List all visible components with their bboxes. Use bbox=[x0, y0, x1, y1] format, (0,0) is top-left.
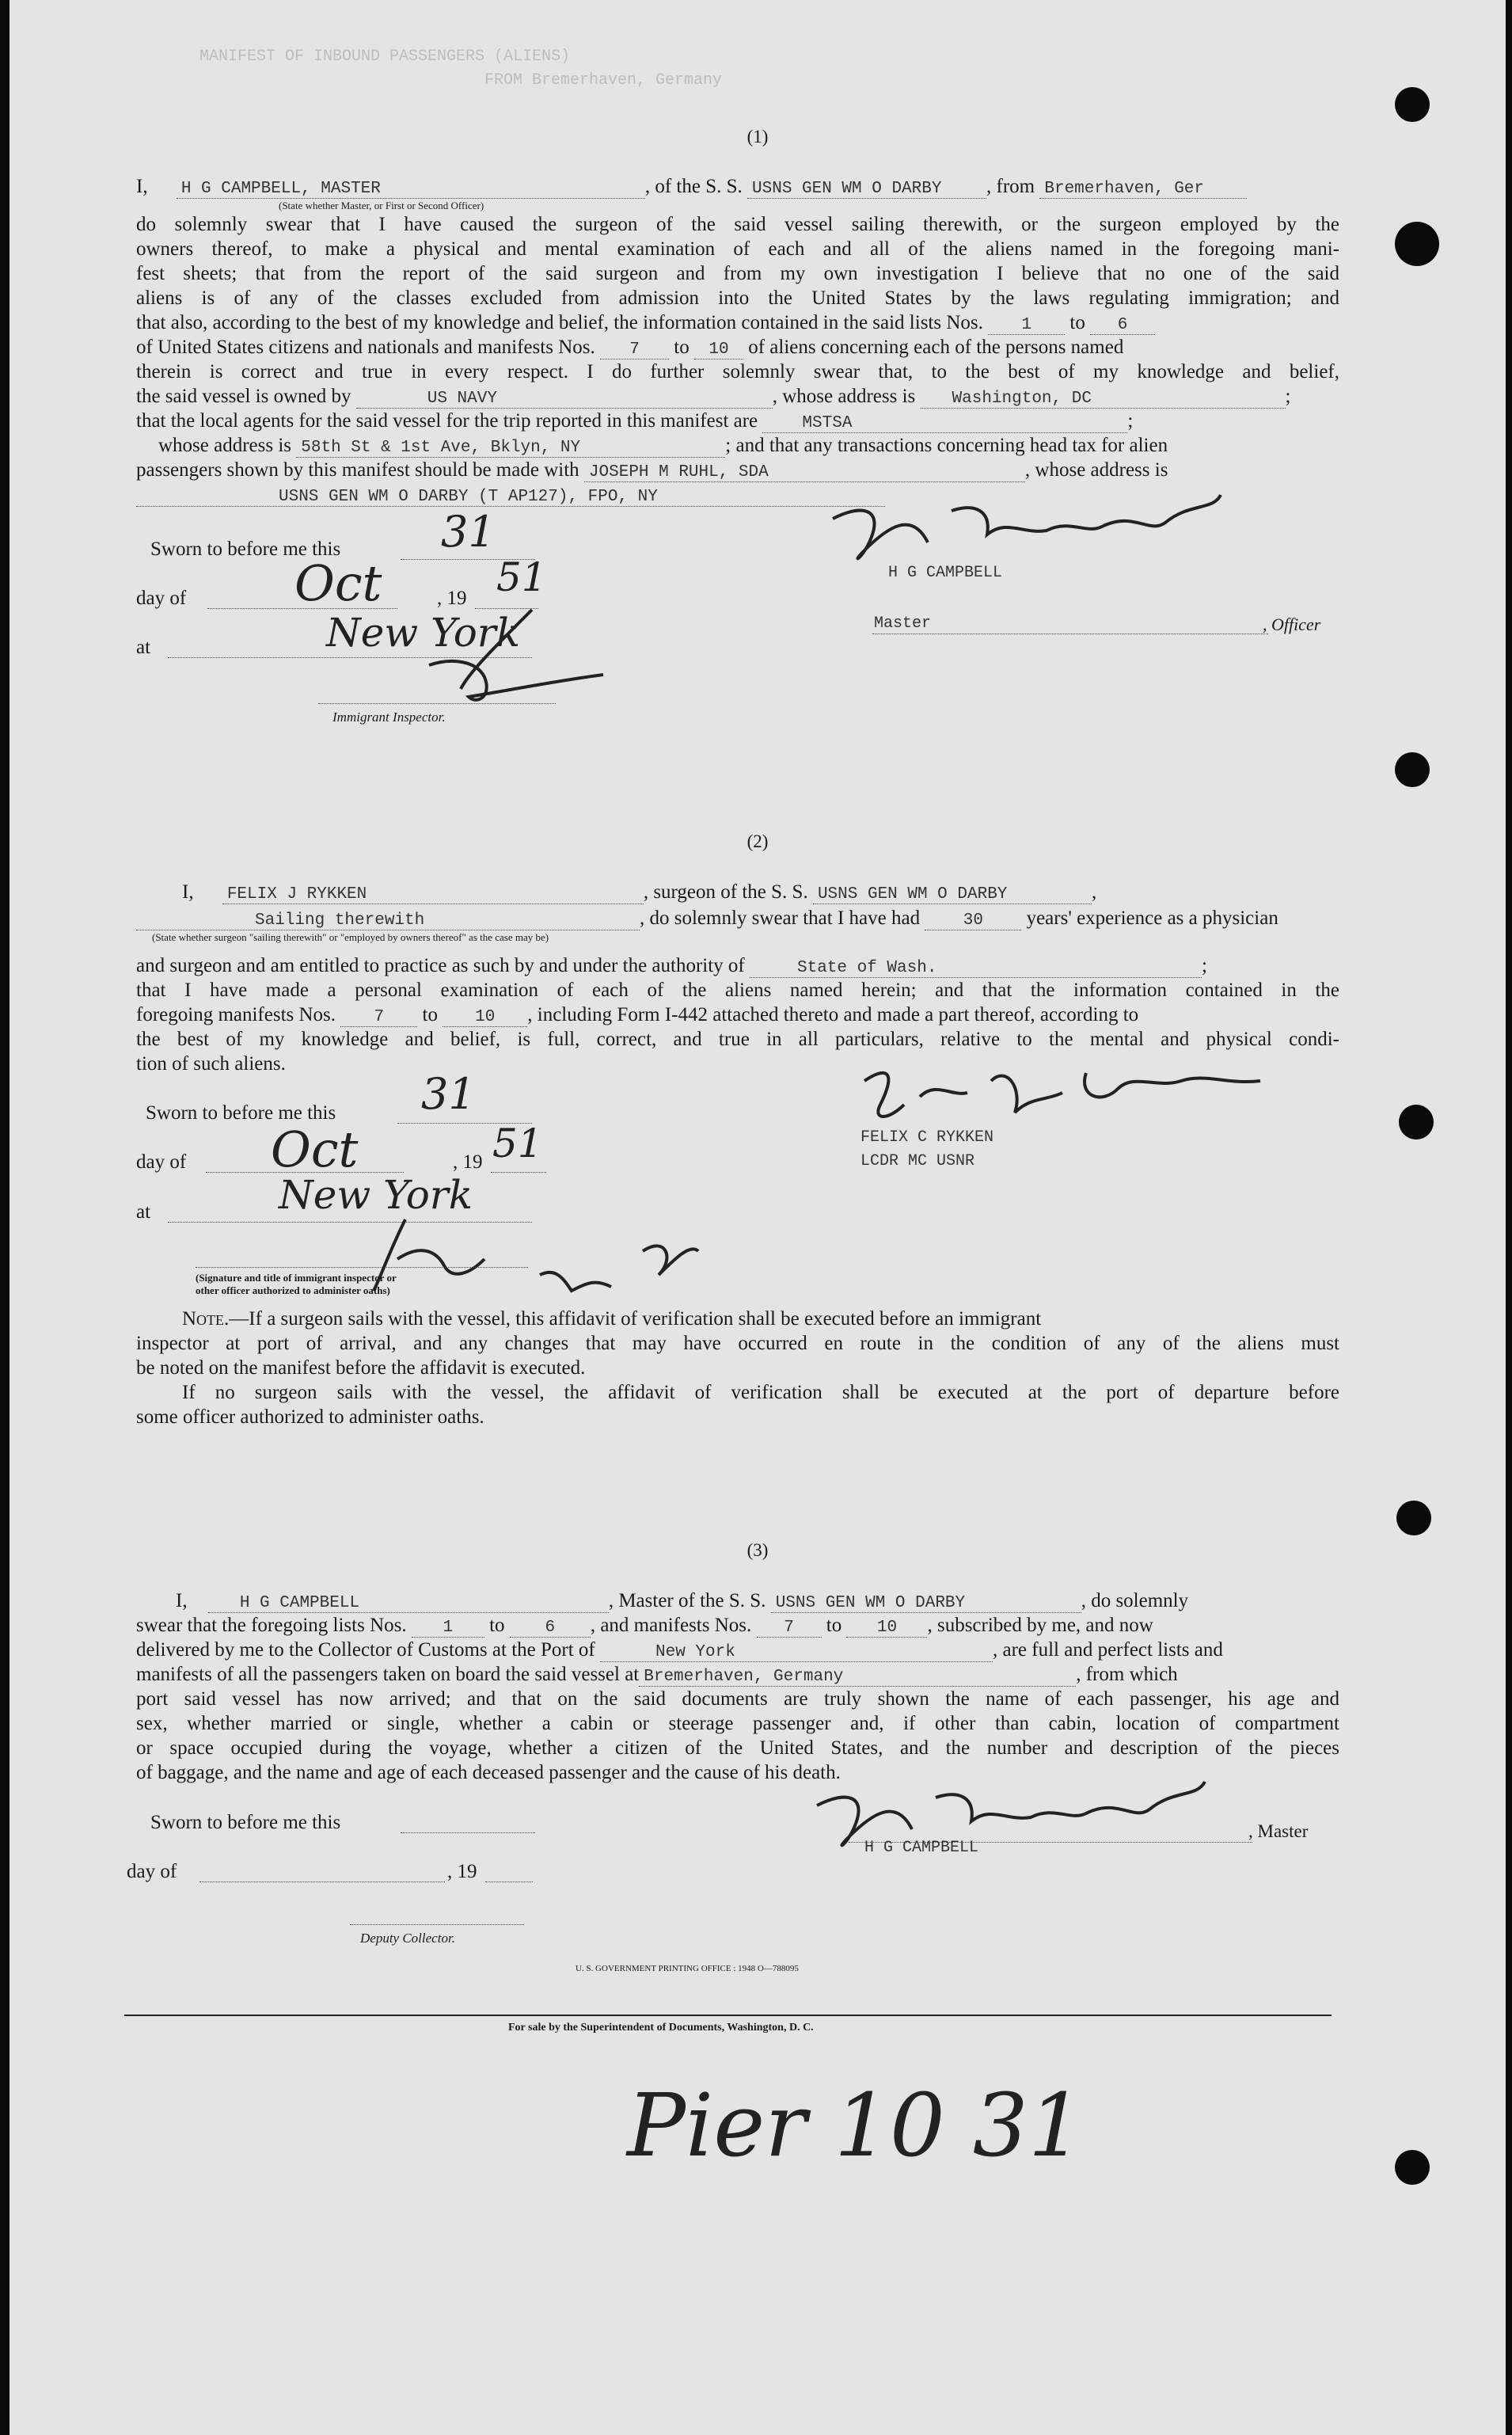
s3-paragraph-line: sex, whether married or single, whether a cabin or steerage passenger and, if other than cabin, location of compartment bbox=[136, 1713, 1339, 1734]
s1-place: New York bbox=[326, 610, 520, 656]
s1-paragraph-line: owners thereof, to make a physical and mental examination of each and all of the aliens named in the foregoing mani- bbox=[136, 238, 1339, 260]
s2-at-line: at bbox=[136, 1201, 611, 1223]
s1-lists-line: that also, according to the best of my knowledge and belief, the information contained in the said lists Nos. 1 to 6 bbox=[136, 312, 1339, 335]
section-2-number: (2) bbox=[747, 831, 769, 851]
s3-master-label: , Master bbox=[1248, 1821, 1309, 1841]
s1-year-suffix: 51 bbox=[496, 554, 547, 600]
s1-officer-name: H G CAMPBELL, MASTER bbox=[177, 180, 645, 199]
punch-hole bbox=[1399, 1105, 1434, 1140]
inspector-signature-2 bbox=[358, 1204, 738, 1307]
s1-paragraph-line: fest sheets; that from the report of the said surgeon and from my own investigation I believe that no one of the said bbox=[136, 263, 1339, 284]
s2-sig-caption-1: (Signature and title of immigrant inspector or bbox=[196, 1272, 397, 1284]
s1-headtax-contact: JOSEPH M RUHL, SDA bbox=[584, 463, 1025, 482]
punch-hole bbox=[1395, 87, 1430, 122]
s2-sworn-day: 31 bbox=[421, 1069, 476, 1119]
s1-month: Oct bbox=[294, 554, 382, 612]
note-line: be noted on the manifest before the affidavit is executed. bbox=[136, 1357, 586, 1379]
s3-embark-line: manifests of all the passengers taken on board the said vessel at Bremerhaven, Germany , from which bbox=[136, 1664, 1178, 1686]
s2-line-2: Sailing therewith , do solemnly swear that I have had 30 years' experience as a physician bbox=[136, 907, 1339, 930]
note-line: some officer authorized to administer oaths. bbox=[136, 1406, 484, 1428]
s1-officer-note: (State whether Master, or First or Second Officer) bbox=[279, 200, 484, 211]
ghost-header-line1: MANIFEST OF INBOUND PASSENGERS (ALIENS) bbox=[199, 48, 571, 66]
for-sale-line: For sale by the Superintendent of Documents, Washington, D. C. bbox=[508, 2022, 814, 2034]
s1-lists-to: 6 bbox=[1090, 316, 1155, 335]
s3-port: New York bbox=[600, 1643, 993, 1662]
s1-agents: MSTSA bbox=[762, 414, 1127, 433]
s2-signer-typed-1: FELIX C RYKKEN bbox=[860, 1128, 994, 1147]
s2-paragraph-line: the best of my knowledge and belief, is full, correct, and true in all particulars, relative to the mental and physical condi- bbox=[136, 1029, 1339, 1050]
s1-agents-address: 58th St & 1st Ave, Bklyn, NY bbox=[296, 439, 725, 458]
s3-dayof-line: day of , 19 bbox=[127, 1861, 602, 1883]
s3-paragraph-line: or space occupied during the voyage, whether a citizen of the United States, and the number and description of the pieces bbox=[136, 1737, 1339, 1759]
s1-paragraph-line: aliens is of any of the classes excluded from admission into the United States by the laws regulating immigration; and bbox=[136, 287, 1339, 309]
s3-collector-caption: Deputy Collector. bbox=[360, 1931, 455, 1946]
s2-month: Oct bbox=[271, 1120, 359, 1178]
s1-headtax-line: passengers shown by this manifest should be made with JOSEPH M RUHL, SDA , whose address is bbox=[136, 459, 1168, 481]
s3-signer-typed: H G CAMPBELL bbox=[864, 1839, 979, 1857]
s3-manifest-from: 7 bbox=[757, 1619, 822, 1638]
s2-years: 30 bbox=[925, 911, 1021, 930]
note-line: If no surgeon sails with the vessel, the affidavit of verification shall be executed at the port of departure before bbox=[182, 1382, 1339, 1403]
s1-dayof-line: day of , 19 bbox=[136, 588, 611, 610]
s2-sworn-line: Sworn to before me this bbox=[146, 1102, 621, 1124]
s1-paragraph-line: do solemnly swear that I have caused the surgeon of the said vessel sailing therewith, or the surgeon employed by the bbox=[136, 214, 1339, 235]
s2-manifests-line: foregoing manifests Nos. 7 to 10 , including Form I-442 attached thereto and made a part thereof, according to bbox=[136, 1004, 1139, 1026]
footer-rule bbox=[124, 2015, 1332, 2016]
s1-departure-port: Bremerhaven, Ger bbox=[1039, 180, 1247, 199]
s3-paragraph-line: port said vessel has now arrived; and that on the said documents are truly shown the name of each passenger, his age and bbox=[136, 1688, 1339, 1710]
s3-embark-port: Bremerhaven, Germany bbox=[639, 1668, 1076, 1687]
s2-authority: State of Wash. bbox=[750, 959, 1202, 978]
section-3-number: (3) bbox=[747, 1540, 769, 1560]
s2-year-suffix: 51 bbox=[492, 1120, 543, 1166]
s1-owner: US NAVY bbox=[356, 390, 773, 409]
s2-sailing-note: (State whether surgeon "sailing therewith" or "employed by owners thereof" as the case may be) bbox=[152, 931, 549, 943]
punch-hole bbox=[1395, 752, 1430, 787]
s1-contact-address: USNS GEN WM O DARBY (T AP127), FPO, NY bbox=[136, 488, 885, 507]
s3-manifest-to: 10 bbox=[846, 1619, 927, 1638]
s1-manifest-to: 10 bbox=[694, 341, 743, 360]
ghost-header-line2: FROM Bremerhaven, Germany bbox=[484, 71, 723, 89]
s1-owner-address: Washington, DC bbox=[921, 390, 1286, 409]
s2-sailing: Sailing therewith bbox=[136, 911, 640, 930]
s2-paragraph-line: tion of such aliens. bbox=[136, 1053, 286, 1075]
s1-sworn-day: 31 bbox=[441, 507, 496, 557]
s3-paragraph-line: of baggage, and the name and age of each deceased passenger and the cause of his death. bbox=[136, 1762, 841, 1783]
s3-sworn-line: Sworn to before me this bbox=[150, 1812, 625, 1834]
s1-vessel-name: USNS GEN WM O DARBY bbox=[747, 180, 986, 199]
s3-lists-from: 1 bbox=[412, 1619, 484, 1638]
printing-office-line: U. S. GOVERNMENT PRINTING OFFICE : 1948 O—788095 bbox=[576, 1964, 799, 1973]
s2-sig-caption-2: other officer authorized to administer oaths) bbox=[196, 1284, 390, 1296]
manifest-page bbox=[9, 0, 1506, 2435]
s2-vessel-name: USNS GEN WM O DARBY bbox=[813, 885, 1092, 904]
s1-signer-typed: H G CAMPBELL bbox=[888, 564, 1003, 582]
s3-port-line: delivered by me to the Collector of Customs at the Port of New York , are full and perfect lists and bbox=[136, 1639, 1223, 1661]
s3-lists-line: swear that the foregoing lists Nos. 1 to 6 , and manifests Nos. 7 to 10 , subscribed by me, and now bbox=[136, 1615, 1153, 1637]
s3-master-name: H G CAMPBELL bbox=[208, 1594, 609, 1613]
s3-lists-to: 6 bbox=[510, 1619, 591, 1638]
note-line-1: Note.—If a surgeon sails with the vessel, this affidavit of verification shall be executed before an immigrant bbox=[182, 1308, 1042, 1330]
s1-inspector-caption: Immigrant Inspector. bbox=[332, 710, 446, 725]
s1-sworn-line: Sworn to before me this bbox=[150, 538, 625, 561]
s1-title-typed: Master bbox=[874, 614, 932, 633]
handwritten-footer: Pier 10 31 bbox=[627, 2075, 1084, 2176]
section-1-number: (1) bbox=[747, 127, 769, 146]
note-line: inspector at port of arrival, and any changes that may have occurred en route in the condition of any of the aliens must bbox=[136, 1333, 1339, 1354]
punch-hole bbox=[1395, 2150, 1430, 2185]
surgeon-signature bbox=[849, 1057, 1292, 1136]
s3-line-1: I, H G CAMPBELL , Master of the S. S. USNS GEN WM O DARBY , do solemnly bbox=[176, 1590, 1189, 1612]
s1-at-line: at bbox=[136, 637, 611, 659]
s1-paragraph-line: therein is correct and true in every respect. I do further solemnly swear that, to the best of my knowledge and belief, bbox=[136, 361, 1339, 382]
s1-lists-from: 1 bbox=[988, 316, 1065, 335]
s1-officer-label: , Officer bbox=[1263, 614, 1321, 634]
s1-manifest-from: 7 bbox=[600, 341, 669, 360]
s2-signer-typed-2: LCDR MC USNR bbox=[860, 1152, 975, 1170]
master-signature-1 bbox=[817, 487, 1244, 582]
s2-place: New York bbox=[279, 1172, 473, 1218]
s1-owner-line: the said vessel is owned by US NAVY , whose address is Washington, DC ; bbox=[136, 386, 1291, 408]
s2-manifest-to: 10 bbox=[443, 1008, 527, 1027]
s3-vessel-name: USNS GEN WM O DARBY bbox=[771, 1594, 1081, 1613]
s1-agents-address-line: whose address is 58th St & 1st Ave, Bklyn, NY ; and that any transactions concerning head tax for alien bbox=[158, 435, 1168, 457]
s2-authority-line: and surgeon and am entitled to practice as such by and under the authority of State of Wash. ; bbox=[136, 955, 1207, 977]
note-label: Note. bbox=[182, 1308, 230, 1330]
s2-manifest-from: 7 bbox=[340, 1008, 417, 1027]
s2-surgeon-name: FELIX J RYKKEN bbox=[222, 885, 644, 904]
s2-line-1: I, FELIX J RYKKEN , surgeon of the S. S. USNS GEN WM O DARBY , bbox=[182, 881, 1097, 904]
s1-manifests-line: of United States citizens and nationals and manifests Nos. 7 to 10 of aliens concerning each of the persons named bbox=[136, 337, 1124, 359]
s1-line-1: I, H G CAMPBELL, MASTER , of the S. S. USNS GEN WM O DARBY , from Bremerhaven, Ger bbox=[136, 176, 1339, 199]
punch-hole bbox=[1395, 222, 1439, 266]
s2-paragraph-line: that I have made a personal examination of each of the aliens named herein; and that the information contained in the bbox=[136, 980, 1339, 1001]
punch-hole bbox=[1396, 1501, 1431, 1535]
s1-agents-line: that the local agents for the said vessel for the trip reported in this manifest are MSTSA ; bbox=[136, 410, 1134, 432]
s2-dayof-line: day of , 19 bbox=[136, 1151, 611, 1174]
